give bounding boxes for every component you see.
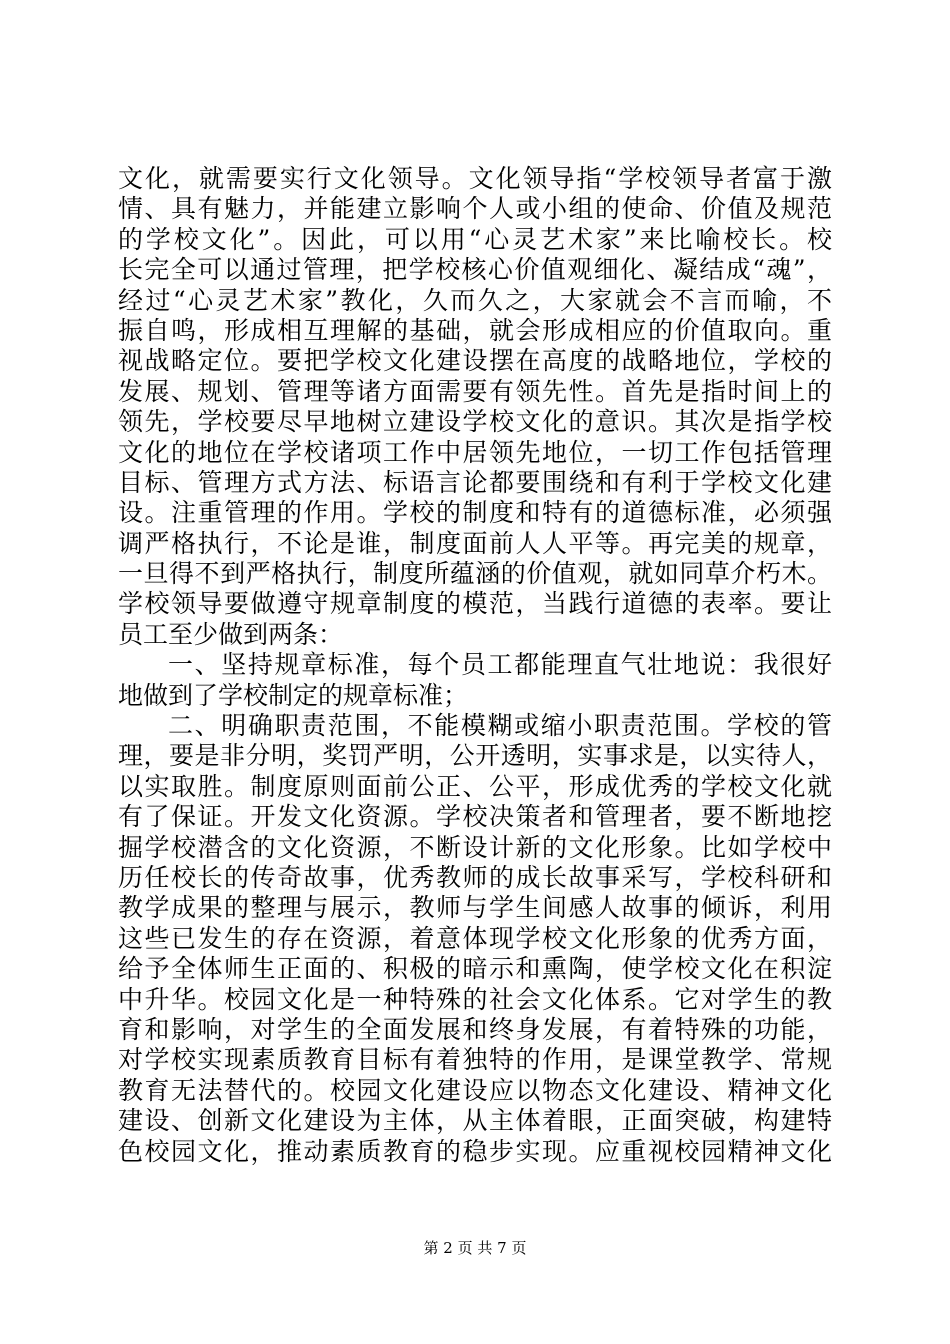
text-line: 员工至少做到两条： (118, 619, 344, 649)
text-line: 色校园文化，推动素质教育的稳步实现。应重视校园精神文化 (118, 1136, 832, 1166)
text-line: 中升华。校园文化是一种特殊的社会文化体系。它对学生的教 (118, 984, 832, 1014)
text-line: 目标、管理方式方法、标语言论都要围绕和有利于学校文化建 (118, 467, 832, 497)
text-line: 地做到了学校制定的规章标准； (118, 680, 469, 710)
text-line: 教学成果的整理与展示，教师与学生间感人故事的倾诉，利用 (118, 893, 832, 923)
text-line: 文化的地位在学校诸项工作中居领先地位，一切工作包括管理 (118, 437, 832, 467)
text-line: 育和影响，对学生的全面发展和终身发展，有着特殊的功能， (118, 1014, 832, 1044)
text-line: 经过“心灵艺术家”教化，久而久之，大家就会不言而喻，不 (118, 285, 832, 315)
text-line: 理，要是非分明，奖罚严明，公开透明，实事求是，以实待人， (118, 741, 832, 771)
text-line: 掘学校潜含的文化资源，不断设计新的文化形象。比如学校中 (118, 832, 832, 862)
text-line: 领先，学校要尽早地树立建设学校文化的意识。其次是指学校 (118, 407, 832, 437)
text-line: 文化，就需要实行文化领导。文化领导指“学校领导者富于激 (118, 164, 832, 193)
body-text (118, 164, 832, 1167)
page-footer (0, 1238, 950, 1258)
text-line: 的学校文化”。因此，可以用“心灵艺术家”来比喻校长。校 (118, 224, 832, 254)
text-line: 一、坚持规章标准，每个员工都能理直气壮地说：我很好 (168, 650, 832, 680)
text-line: 给予全体师生正面的、积极的暗示和熏陶，使学校文化在积淀 (118, 954, 832, 984)
text-line: 历任校长的传奇故事，优秀教师的成长故事采写，学校科研和 (118, 862, 832, 892)
text-line: 学校领导要做遵守规章制度的模范，当践行道德的表率。要让 (118, 589, 832, 619)
text-line: 设。注重管理的作用。学校的制度和特有的道德标准，必须强 (118, 498, 832, 528)
text-line: 教育无法替代的。校园文化建设应以物态文化建设、精神文化 (118, 1075, 832, 1105)
page-number-label: 第 2 页 共 7 页 (423, 1239, 527, 1257)
text-line: 调严格执行，不论是谁，制度面前人人平等。再完美的规章， (118, 528, 832, 558)
text-line: 一旦得不到严格执行，制度所蕴涵的价值观，就如同草介朽木。 (118, 559, 832, 589)
text-line: 二、明确职责范围，不能模糊或缩小职责范围。学校的管 (168, 711, 832, 741)
text-line: 这些已发生的存在资源，着意体现学校文化形象的优秀方面， (118, 923, 832, 953)
text-line: 建设、创新文化建设为主体，从主体着眼，正面突破，构建特 (118, 1106, 832, 1136)
text-line: 视战略定位。要把学校文化建设摆在高度的战略地位，学校的 (118, 346, 832, 376)
text-line: 振自鸣，形成相互理解的基础，就会形成相应的价值取向。重 (118, 315, 832, 345)
text-line: 对学校实现素质教育目标有着独特的作用，是课堂教学、常规 (118, 1045, 832, 1075)
text-line: 长完全可以通过管理，把学校核心价值观细化、凝结成“魂”， (118, 255, 832, 285)
text-line: 情、具有魅力，并能建立影响个人或小组的使命、价值及规范 (118, 194, 832, 224)
text-line: 以实取胜。制度原则面前公正、公平，形成优秀的学校文化就 (118, 771, 832, 801)
text-line: 发展、规划、管理等诸方面需要有领先性。首先是指时间上的 (118, 376, 832, 406)
text-line: 有了保证。开发文化资源。学校决策者和管理者，要不断地挖 (118, 802, 832, 832)
